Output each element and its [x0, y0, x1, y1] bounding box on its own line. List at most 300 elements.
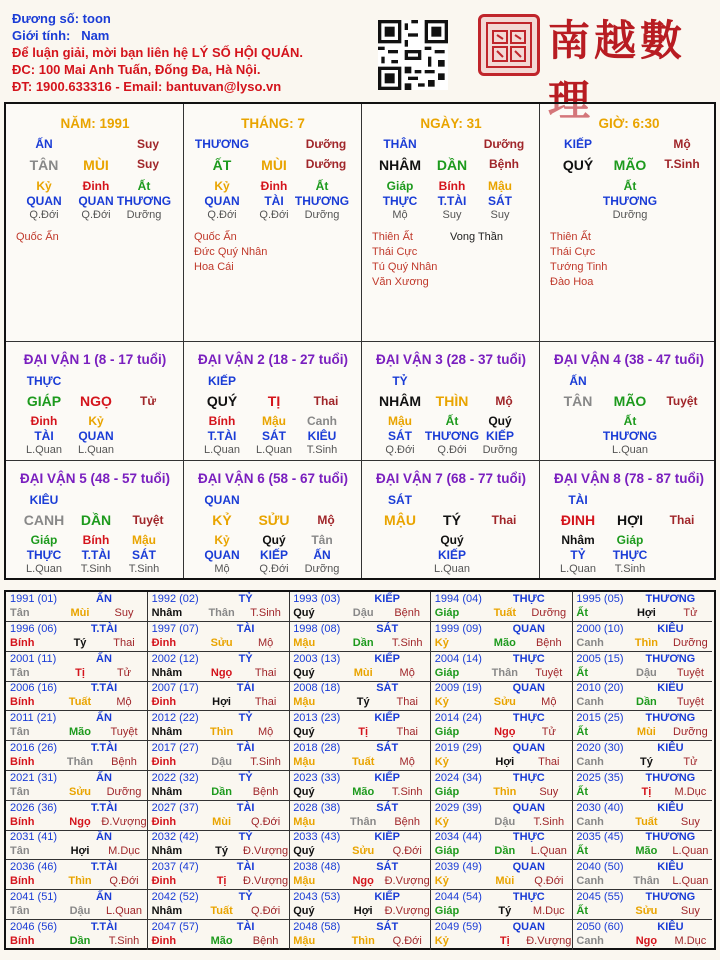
year-label: 2003 (13) [293, 652, 341, 665]
year-stage: M.Dục [532, 905, 565, 917]
year-stage: T.Sinh [391, 785, 423, 798]
year-label: 2032 (42) [151, 831, 199, 844]
hidden-stage: Dưỡng [304, 209, 340, 221]
year-label: 2043 (53) [293, 891, 341, 903]
pillar-title: GIỜ: 6:30 [598, 116, 660, 131]
year-cell [572, 890, 712, 920]
year-star: THỰC [512, 712, 545, 725]
year-label: 2034 (44) [434, 831, 482, 844]
year-label: 2010 (20) [576, 682, 624, 695]
dai-van-hidden-star: QUAN [78, 429, 114, 443]
year-label: 2038 (48) [293, 861, 341, 874]
year-stage: Tuyệt [535, 666, 563, 679]
year-cell [6, 622, 148, 652]
year-branch: Dậu [636, 666, 657, 679]
year-label: 2025 (35) [576, 771, 624, 784]
dai-van-hidden-stem: Quý [262, 533, 286, 547]
year-label: 2050 (60) [576, 920, 624, 933]
dai-van-hidden-star: KIẾP [437, 548, 466, 562]
year-star: SÁT [376, 920, 399, 933]
year-stem: Đinh [151, 756, 177, 768]
year-stem: Giáp [434, 905, 460, 917]
hidden-star: T.TÀI [437, 194, 467, 208]
year-stem: Giáp [434, 607, 460, 619]
dai-van-hidden-stem: Mậu [132, 533, 156, 547]
dai-van-hidden-stem: Canh [307, 414, 337, 428]
hidden-stage: Q.Đới [207, 209, 237, 221]
dai-van-title: ĐẠI VẬN 6 (58 - 67 tuổi) [197, 471, 349, 486]
dai-van-cell [184, 342, 362, 461]
year-stem: Canh [576, 636, 604, 649]
year-stem: Quý [293, 607, 315, 619]
year-stem: Mậu [293, 934, 316, 947]
year-stage: Thai [396, 696, 418, 709]
dai-van-branch: DẦN [80, 512, 112, 528]
year-branch: Tuất [635, 815, 658, 828]
year-branch: Sửu [635, 905, 658, 917]
year-label: 2037 (47) [151, 861, 199, 874]
year-label: 1997 (07) [151, 622, 199, 635]
year-cell [6, 711, 148, 741]
year-stage: Suy [539, 785, 559, 798]
seal-pattern-icon [481, 17, 537, 73]
special-star: Hoa Cái [194, 261, 234, 273]
year-branch: Dần [211, 785, 232, 798]
year-star: SÁT [376, 682, 399, 695]
pillar-grid [4, 102, 716, 580]
dai-van-hidden-stem: Ất [445, 414, 459, 428]
year-star: KIÊU [657, 622, 684, 635]
year-cell [148, 622, 290, 652]
year-star: QUAN [512, 861, 545, 874]
year-label: 1994 (04) [434, 593, 482, 605]
year-stem: Ất [576, 726, 588, 739]
dai-van-hidden-star: THƯƠNG [424, 429, 480, 443]
year-stem: Mậu [293, 636, 316, 649]
year-stem: Ất [576, 905, 588, 917]
year-stage: Thai [396, 726, 418, 739]
dai-van-hidden-stem: Kỷ [88, 414, 104, 428]
pillar-stem: TÂN [29, 157, 59, 173]
year-cell [6, 830, 148, 860]
pillar-branch: DẦN [436, 157, 468, 173]
year-star: THƯƠNG [645, 712, 696, 725]
dai-van-stem: ĐINH [560, 512, 596, 528]
year-star: TỶ [238, 771, 253, 784]
year-label: 2036 (46) [10, 861, 58, 874]
dai-van-hidden-star: SÁT [262, 429, 286, 443]
year-star: THỰC [512, 593, 545, 605]
hidden-star: THƯƠNG [602, 194, 658, 208]
dai-van-hidden-stem: Mậu [262, 414, 286, 428]
pillar-stage: Suy [136, 157, 159, 171]
year-label: 2030 (40) [576, 801, 624, 814]
hidden-star: SÁT [488, 194, 512, 208]
hidden-stem: Ất [315, 179, 329, 193]
dai-van-branch: HỢI [617, 512, 643, 528]
year-stage: Suy [680, 905, 700, 917]
year-branch: Tý [498, 905, 512, 917]
year-stage: Đ.Vượng [384, 875, 430, 888]
year-cell [6, 890, 148, 920]
year-stage: Thai [254, 666, 277, 679]
year-branch: Thân [633, 875, 660, 888]
year-label: 2020 (30) [576, 742, 624, 754]
dai-van-hidden-star: KIẾP [485, 429, 514, 443]
year-star: T.TÀI [90, 742, 118, 754]
dai-van-can-star: TỶ [392, 374, 408, 388]
year-star: KIẾP [374, 831, 401, 844]
pillar-can-star: THÂN [383, 137, 417, 151]
dai-van-cell [362, 461, 540, 578]
contact-line-1: Để luận giải, mời bạn liên hệ LÝ SỐ HỘI QUÁN. [12, 45, 303, 60]
special-star: Quốc Ấn [16, 231, 59, 243]
year-cell [148, 860, 290, 890]
dai-van-branch: NGỌ [80, 393, 112, 409]
dai-van-hidden-stem: Giáp [30, 533, 58, 547]
hidden-star: QUAN [26, 194, 62, 208]
year-stem: Nhâm [151, 905, 183, 917]
year-branch: Dậu [494, 815, 516, 828]
dai-van-stem: TÂN [563, 393, 593, 409]
hidden-star: THƯƠNG [116, 194, 172, 208]
special-star: Quốc Ấn [194, 231, 237, 243]
dai-van-hidden-stage: L.Quan [255, 444, 293, 456]
year-stage: Bệnh [394, 607, 421, 619]
year-label: 2026 (36) [10, 801, 58, 814]
year-branch: Tị [216, 875, 227, 888]
special-star: Thái Cực [372, 246, 418, 258]
year-cell [572, 920, 712, 950]
year-branch: Thìn [351, 934, 375, 947]
year-star: KIÊU [657, 682, 684, 695]
dai-van-cell [6, 342, 184, 461]
year-star: TÀI [236, 861, 255, 874]
year-branch: Mão [635, 845, 658, 858]
dai-van-stage: Thai [669, 513, 695, 527]
year-star: TỶ [238, 652, 253, 665]
year-star: T.TÀI [90, 622, 118, 635]
year-stem: Quý [293, 845, 315, 858]
dai-van-hidden-stage: L.Quan [433, 563, 471, 575]
year-stage: Đ.Vượng [526, 934, 572, 947]
year-stage: Mộ [399, 756, 415, 768]
pillar-can-star: THƯƠNG [194, 137, 250, 151]
year-stem: Bính [10, 636, 35, 649]
year-label: 2008 (18) [293, 682, 341, 695]
hidden-stage: Suy [442, 209, 462, 221]
year-branch: Tuất [351, 756, 375, 768]
dai-van-hidden-stem: Ất [623, 414, 637, 428]
year-branch: Sửu [493, 696, 516, 709]
hidden-stem: Kỷ [214, 179, 230, 193]
year-star: T.TÀI [90, 920, 118, 933]
year-branch: Mùi [212, 815, 232, 828]
year-stem: Đinh [151, 815, 177, 828]
year-label: 2039 (49) [434, 861, 482, 874]
year-stage: T.Sinh [250, 607, 281, 619]
year-cell [431, 771, 573, 801]
dai-van-stage: Tử [139, 394, 157, 408]
year-stem: Kỷ [434, 696, 449, 709]
year-branch: Mão [69, 726, 91, 739]
dai-van-hidden-stage: T.Sinh [80, 563, 112, 575]
hidden-stem: Đinh [260, 179, 288, 193]
year-stem: Ất [576, 607, 588, 619]
year-label: 2013 (23) [293, 712, 341, 725]
year-star: QUAN [512, 742, 545, 754]
dai-van-hidden-stage: L.Quan [77, 444, 115, 456]
year-cell [289, 771, 431, 801]
year-stage: Dưỡng [531, 607, 567, 619]
year-branch: Dần [636, 696, 657, 709]
year-branch: Dậu [211, 756, 232, 768]
year-star: SÁT [376, 801, 399, 814]
year-stage: Mộ [116, 696, 132, 709]
so-value: toon [82, 11, 111, 26]
contact-line-2: ĐC: 100 Mai Anh Tuấn, Đống Đa, Hà Nội. [12, 62, 261, 77]
year-branch: Dần [352, 636, 374, 649]
year-branch: Sửu [352, 845, 375, 858]
pillar-branch: MÙI [261, 157, 287, 173]
year-cell [431, 681, 573, 711]
year-grid [4, 590, 716, 950]
seal-icon [478, 14, 540, 76]
dai-van-stage: Tuyệt [132, 513, 164, 527]
year-stage: T.Sinh [250, 756, 281, 768]
year-label: 2045 (55) [576, 891, 624, 903]
year-stage: L.Quan [672, 875, 709, 888]
year-branch: Thìn [209, 726, 234, 739]
dai-van-hidden-star: T.TÀI [81, 548, 111, 562]
year-star: KIẾP [374, 712, 401, 725]
header-info [12, 10, 303, 95]
special-star: Đào Hoa [550, 276, 594, 288]
year-branch: Tý [73, 636, 87, 649]
year-cell [572, 711, 712, 741]
dai-van-hidden-stem: Nhâm [561, 533, 595, 547]
year-cell [148, 681, 290, 711]
year-label: 2018 (28) [293, 742, 341, 754]
dai-van-hidden-stage: L.Quan [559, 563, 597, 575]
year-branch: Tị [75, 666, 85, 679]
year-star: T.TÀI [90, 682, 118, 695]
year-stem: Giáp [434, 785, 460, 798]
year-stem: Ất [576, 666, 588, 679]
dai-van-hidden-stage: T.Sinh [128, 563, 160, 575]
dai-van-hidden-stem: Bính [82, 533, 110, 547]
dai-van-hidden-stem: Kỷ [214, 533, 230, 547]
year-label: 2023 (33) [293, 771, 341, 784]
year-stem: Giáp [434, 845, 460, 858]
year-stem: Quý [293, 726, 315, 739]
year-label: 2047 (57) [151, 920, 199, 933]
dai-van-title: ĐẠI VẬN 5 (48 - 57 tuổi) [19, 471, 171, 486]
year-label: 2049 (59) [434, 920, 482, 933]
year-branch: Tý [639, 756, 653, 768]
year-label: 2024 (34) [434, 771, 482, 784]
year-branch: Tuất [68, 696, 92, 709]
year-star: QUAN [512, 920, 545, 933]
year-stage: Thai [113, 636, 135, 649]
year-star: KIẾP [374, 771, 401, 784]
year-stage: L.Quan [530, 845, 567, 858]
dai-van-cell [540, 461, 714, 578]
gioi-line [12, 27, 303, 44]
year-cell [572, 741, 712, 771]
year-branch: Thân [491, 666, 518, 679]
pillar-stem: NHÂM [379, 157, 421, 173]
dai-van-cell [540, 342, 714, 461]
year-stage: M.Dục [674, 934, 707, 947]
dai-van-stem: KỶ [212, 512, 232, 528]
year-stem: Bính [10, 696, 35, 709]
year-cell [148, 801, 290, 831]
year-branch: Tuất [210, 905, 233, 917]
year-branch: Dậu [352, 607, 374, 619]
dai-van-stage: Thai [491, 513, 517, 527]
dai-van-branch: THÌN [435, 393, 469, 409]
year-cell [572, 801, 712, 831]
year-star: QUAN [512, 801, 545, 814]
year-label: 1998 (08) [293, 622, 341, 635]
year-star: QUAN [512, 622, 545, 635]
dai-van-hidden-stage: L.Quan [25, 563, 63, 575]
year-cell [148, 652, 290, 682]
year-cell [572, 830, 712, 860]
year-branch: Thìn [493, 785, 517, 798]
year-branch: Tị [358, 726, 369, 739]
hidden-stem: Đinh [82, 179, 110, 193]
year-branch: Ngọ [69, 815, 91, 828]
year-branch: Hợi [212, 696, 231, 709]
year-label: 2006 (16) [10, 682, 58, 695]
year-stage: Đ.Vượng [101, 815, 147, 828]
pillar-stage-top: Dưỡng [305, 137, 347, 151]
dai-van-can-star: QUAN [204, 493, 240, 507]
year-label: 2002 (12) [151, 652, 199, 665]
year-star: SÁT [376, 622, 399, 635]
pillar-title: NGÀY: 31 [420, 116, 482, 131]
year-label: 2000 (10) [576, 622, 624, 635]
dai-van-hidden-star: QUAN [204, 548, 240, 562]
year-label: 2001 (11) [10, 652, 57, 665]
hidden-stem: Bính [438, 179, 466, 193]
year-label: 2027 (37) [151, 801, 199, 814]
year-cell [289, 860, 431, 890]
dai-van-hidden-star: THỰC [612, 548, 648, 562]
year-stem: Đinh [151, 934, 177, 947]
pillar-cell [362, 104, 540, 342]
year-label: 2004 (14) [434, 652, 482, 665]
year-cell [148, 771, 290, 801]
dai-van-cell [362, 342, 540, 461]
year-cell [572, 771, 712, 801]
year-branch: Hợi [636, 607, 656, 619]
dai-van-hidden-stage: L.Quan [203, 444, 241, 456]
special-star: Văn Xương [372, 276, 429, 288]
dai-van-title: ĐẠI VẬN 4 (38 - 47 tuổi) [553, 352, 705, 367]
year-cell [431, 741, 573, 771]
year-branch: Hợi [353, 905, 373, 917]
year-branch: Thìn [68, 875, 92, 888]
year-stage: Tử [683, 756, 698, 768]
qr-code-icon [378, 20, 448, 90]
year-stem: Canh [576, 934, 604, 947]
year-stage: T.Sinh [391, 636, 423, 649]
dai-van-title: ĐẠI VẬN 1 (8 - 17 tuổi) [23, 352, 167, 367]
year-branch: Dần [494, 845, 516, 858]
year-branch: Thân [66, 756, 94, 768]
year-stem: Tân [10, 905, 30, 917]
year-label: 2019 (29) [434, 742, 482, 754]
year-label: 2041 (51) [10, 891, 58, 903]
year-stem: Quý [293, 905, 315, 917]
year-star: T.TÀI [90, 801, 118, 814]
year-stem: Canh [576, 875, 604, 888]
year-cell [289, 652, 431, 682]
year-branch: Hợi [495, 756, 515, 768]
year-cell [572, 681, 712, 711]
year-star: TÀI [236, 801, 255, 814]
year-stem: Canh [576, 815, 604, 828]
year-stem: Đinh [151, 875, 177, 888]
year-label: 2011 (21) [10, 712, 57, 725]
dai-van-title: ĐẠI VẬN 3 (28 - 37 tuổi) [375, 352, 527, 367]
year-cell [431, 622, 573, 652]
year-stage: Suy [680, 815, 700, 828]
hidden-stage: Q.Đới [81, 209, 111, 221]
year-star: ẤN [96, 891, 112, 903]
year-star: KIÊU [657, 920, 684, 933]
contact-line-3: ĐT: 1900.633316 - Email: bantuvan@lyso.vn [12, 79, 282, 94]
pillar-stem: QUÝ [562, 157, 594, 173]
year-cell [289, 681, 431, 711]
year-stem: Canh [576, 696, 604, 709]
year-stage: T.Sinh [533, 815, 565, 828]
year-cell [148, 711, 290, 741]
year-cell [289, 592, 431, 622]
year-stem: Đinh [151, 696, 177, 709]
year-cell [6, 801, 148, 831]
year-branch: Sửu [68, 785, 92, 798]
year-star: SÁT [376, 742, 399, 754]
year-star: TÀI [236, 682, 255, 695]
dai-van-branch: TÝ [443, 512, 461, 528]
year-stage: Q.Đới [250, 815, 281, 828]
dai-van-hidden-stem: Quý [440, 533, 464, 547]
year-cell [289, 890, 431, 920]
year-stage: Dưỡng [673, 636, 708, 649]
year-star: SÁT [376, 861, 399, 874]
pillar-branch: MÙI [83, 157, 109, 173]
year-branch: Tý [356, 696, 370, 709]
year-cell [6, 920, 148, 950]
year-label: 2007 (17) [151, 682, 199, 695]
year-cell [148, 741, 290, 771]
year-stage: Mộ [399, 666, 415, 679]
year-cell [148, 592, 290, 622]
special-star-bad: Vong Thần [450, 231, 504, 243]
hidden-stem: Mậu [488, 179, 512, 193]
year-cell [6, 652, 148, 682]
logo-title: 南越數理 [548, 16, 687, 125]
dai-van-can-star: SÁT [388, 493, 412, 507]
hidden-stage: Q.Đới [29, 209, 59, 221]
pillar-can-star: ẤN [35, 137, 53, 151]
year-label: 2031 (41) [10, 831, 58, 844]
year-label: 1995 (05) [576, 593, 624, 605]
